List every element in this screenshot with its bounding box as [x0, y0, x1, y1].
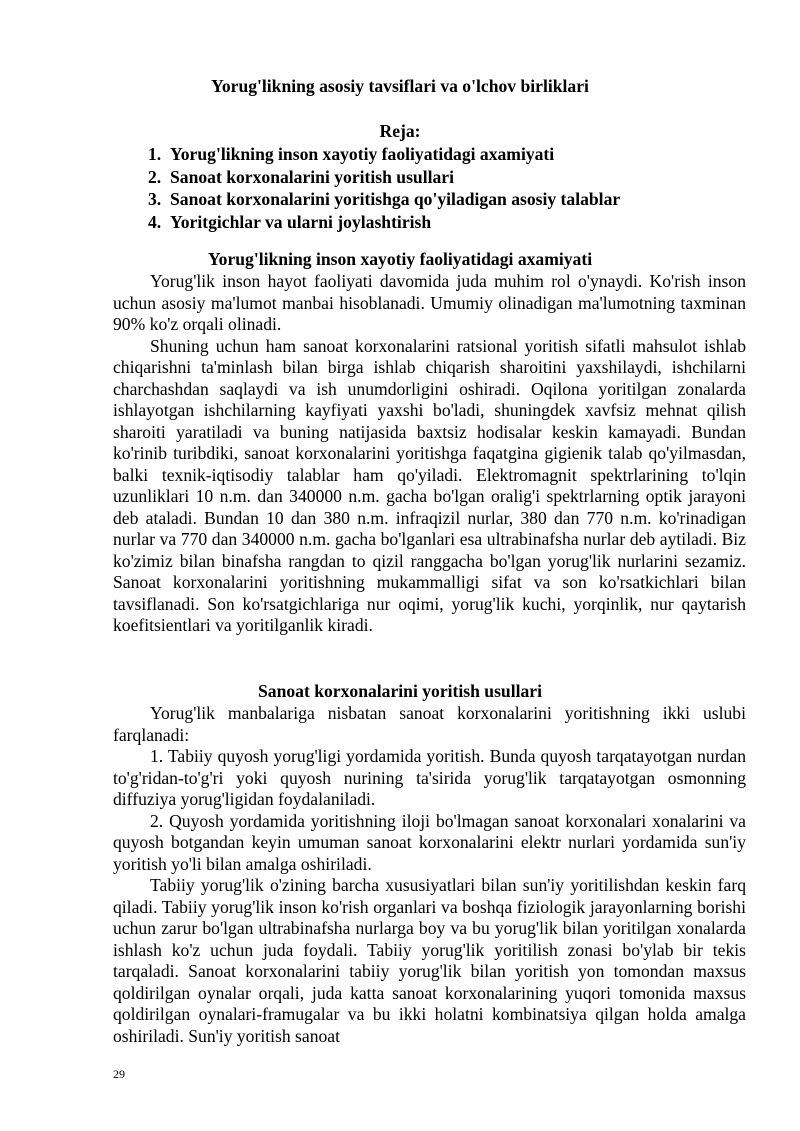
document-title: Yorug'likning asosiy tavsiflari va o'lchov birliklari	[211, 76, 589, 96]
section-heading: Yorug'likning inson xayotiy faoliyatidagi axamiyati	[207, 249, 593, 269]
plan-item	[148, 143, 620, 166]
plan-item-number: 1.	[148, 144, 162, 164]
section-body	[113, 271, 746, 637]
plan-list	[148, 143, 620, 233]
plan-item-text: Sanoat korxonalarini yoritishga qo'yiladigan asosiy talablar	[170, 189, 621, 209]
plan-item	[148, 188, 620, 211]
plan-item-number: 3.	[148, 189, 162, 209]
paragraph: Tabiiy yorug'lik o'zining barcha xususiyatlari bilan sun'iy yoritilishdan keskin farq qiladi. Tabiiy yorug'lik inson ko'rish organlari va boshqa fiziologik jarayonlarning borishi uchun zarur bo'lgan ultrabinafsha nurlarga boy va bu yorug'lik bilan yoritilgan xonalarda ishlash ko'z uchun juda foydali. Tabiiy yorug'lik yoritilish zonasi bo'ylab bir tekis tarqaladi. Sanoat korxonalarini tabiiy yorug'lik bilan yoritish yon tomondan maxsus qoldirilgan oynalar orqali, juda katta sanoat korxonalarining yuqori tomonida maxsus qoldirilgan oynalari-framugalar va bu ikki holatni kombinatsiya qilgan holda amalga oshiriladi. Sun'iy yoritish sanoat	[113, 875, 746, 1046]
plan-item-text: Yoritgichlar va ularni joylashtirish	[170, 211, 432, 232]
plan-item-number: 2.	[148, 166, 162, 187]
plan-heading: Reja:	[379, 121, 421, 141]
page-number: 29	[113, 1067, 125, 1081]
paragraph: Shuning uchun ham sanoat korxonalarini ratsional yoritish sifatli mahsulot ishlab chiqarishni ta'minlash bilan birga ishlab chiqarish sharoitini yaxshilaydi, ishchilarni charchashdan saqlaydi va ish unumdorligini oshiradi. Oqilona yoritilgan zonalarda ishlayotgan ishchilarning kayfiyati yaxshi bo'ladi, shuningdek xavfsiz mehnat qilish sharoiti yaratiladi va buning natijasida baxtsiz hodisalar keskin kamayadi. Bundan ko'rinib turibdiki, sanoat korxonalarini yoritishga faqatgina gigienik talab qo'yilmasdan, balki texnik-iqtisodiy talablar ham qo'yiladi. Elektromagnit spektrlarining to'lqin uzunliklari 10 n.m. dan 340000 n.m. gacha bo'lgan oralig'i spektrlarning optik jarayoni deb ataladi. Bundan 10 dan 380 n.m. infraqizil nurlar, 380 dan 770 n.m. ko'rinadigan nurlar va 770 dan 340000 n.m. gacha bo'lganlari esa ultrabinafsha nurlar deb aytiladi. Biz ko'zimiz bilan binafsha rangdan to qizil ranggacha bo'lgan yorug'lik nurlarini sezamiz. Sanoat korxonalarini yoritishning mukammalligi sifat va son ko'rsatkichlari bilan tavsiflanadi. Son ko'rsatgichlariga nur oqimi, yorug'lik kuchi, yorqinlik, nur qaytarish koefitsientlari va yoritilganlik kiradi.	[113, 335, 746, 635]
plan-item	[148, 166, 620, 189]
paragraph: 1. Tabiiy quyosh yorug'ligi yordamida yoritish. Bunda quyosh tarqatayotgan nurdan to'g'ridan-to'g'ri yoki quyosh nurining ta'sirida yorug'lik tarqatayotgan osmonning diffuziya yorug'ligidan foydalaniladi.	[113, 746, 746, 809]
plan-item-text: Yorug'likning inson xayotiy faoliyatidagi axamiyati	[170, 144, 555, 164]
section-heading: Sanoat korxonalarini yoritish usullari	[258, 681, 542, 701]
plan-item-text: Sanoat korxonalarini yoritish usullari	[170, 166, 454, 187]
section-body	[113, 703, 746, 1047]
plan-item	[148, 211, 620, 234]
paragraph: 2. Quyosh yordamida yoritishning iloji bo'lmagan sanoat korxonalari xonalarini va quyosh botgandan keyin umuman sanoat korxonalarini elektr nurlari yordamida sun'iy yoritish yo'li bilan amalga oshiriladi.	[113, 810, 746, 874]
paragraph: Yorug'lik inson hayot faoliyati davomida juda muhim rol o'ynaydi. Ko'rish inson uchun asosiy ma'lumot manbai hisoblanadi. Umumiy olinadigan ma'lumotning taxminan 90% ko'z orqali olinadi.	[113, 271, 746, 334]
plan-item-number: 4.	[148, 211, 162, 232]
paragraph: Yorug'lik manbalariga nisbatan sanoat korxonalarini yoritishning ikki uslubi farqlanadi:	[113, 703, 746, 745]
